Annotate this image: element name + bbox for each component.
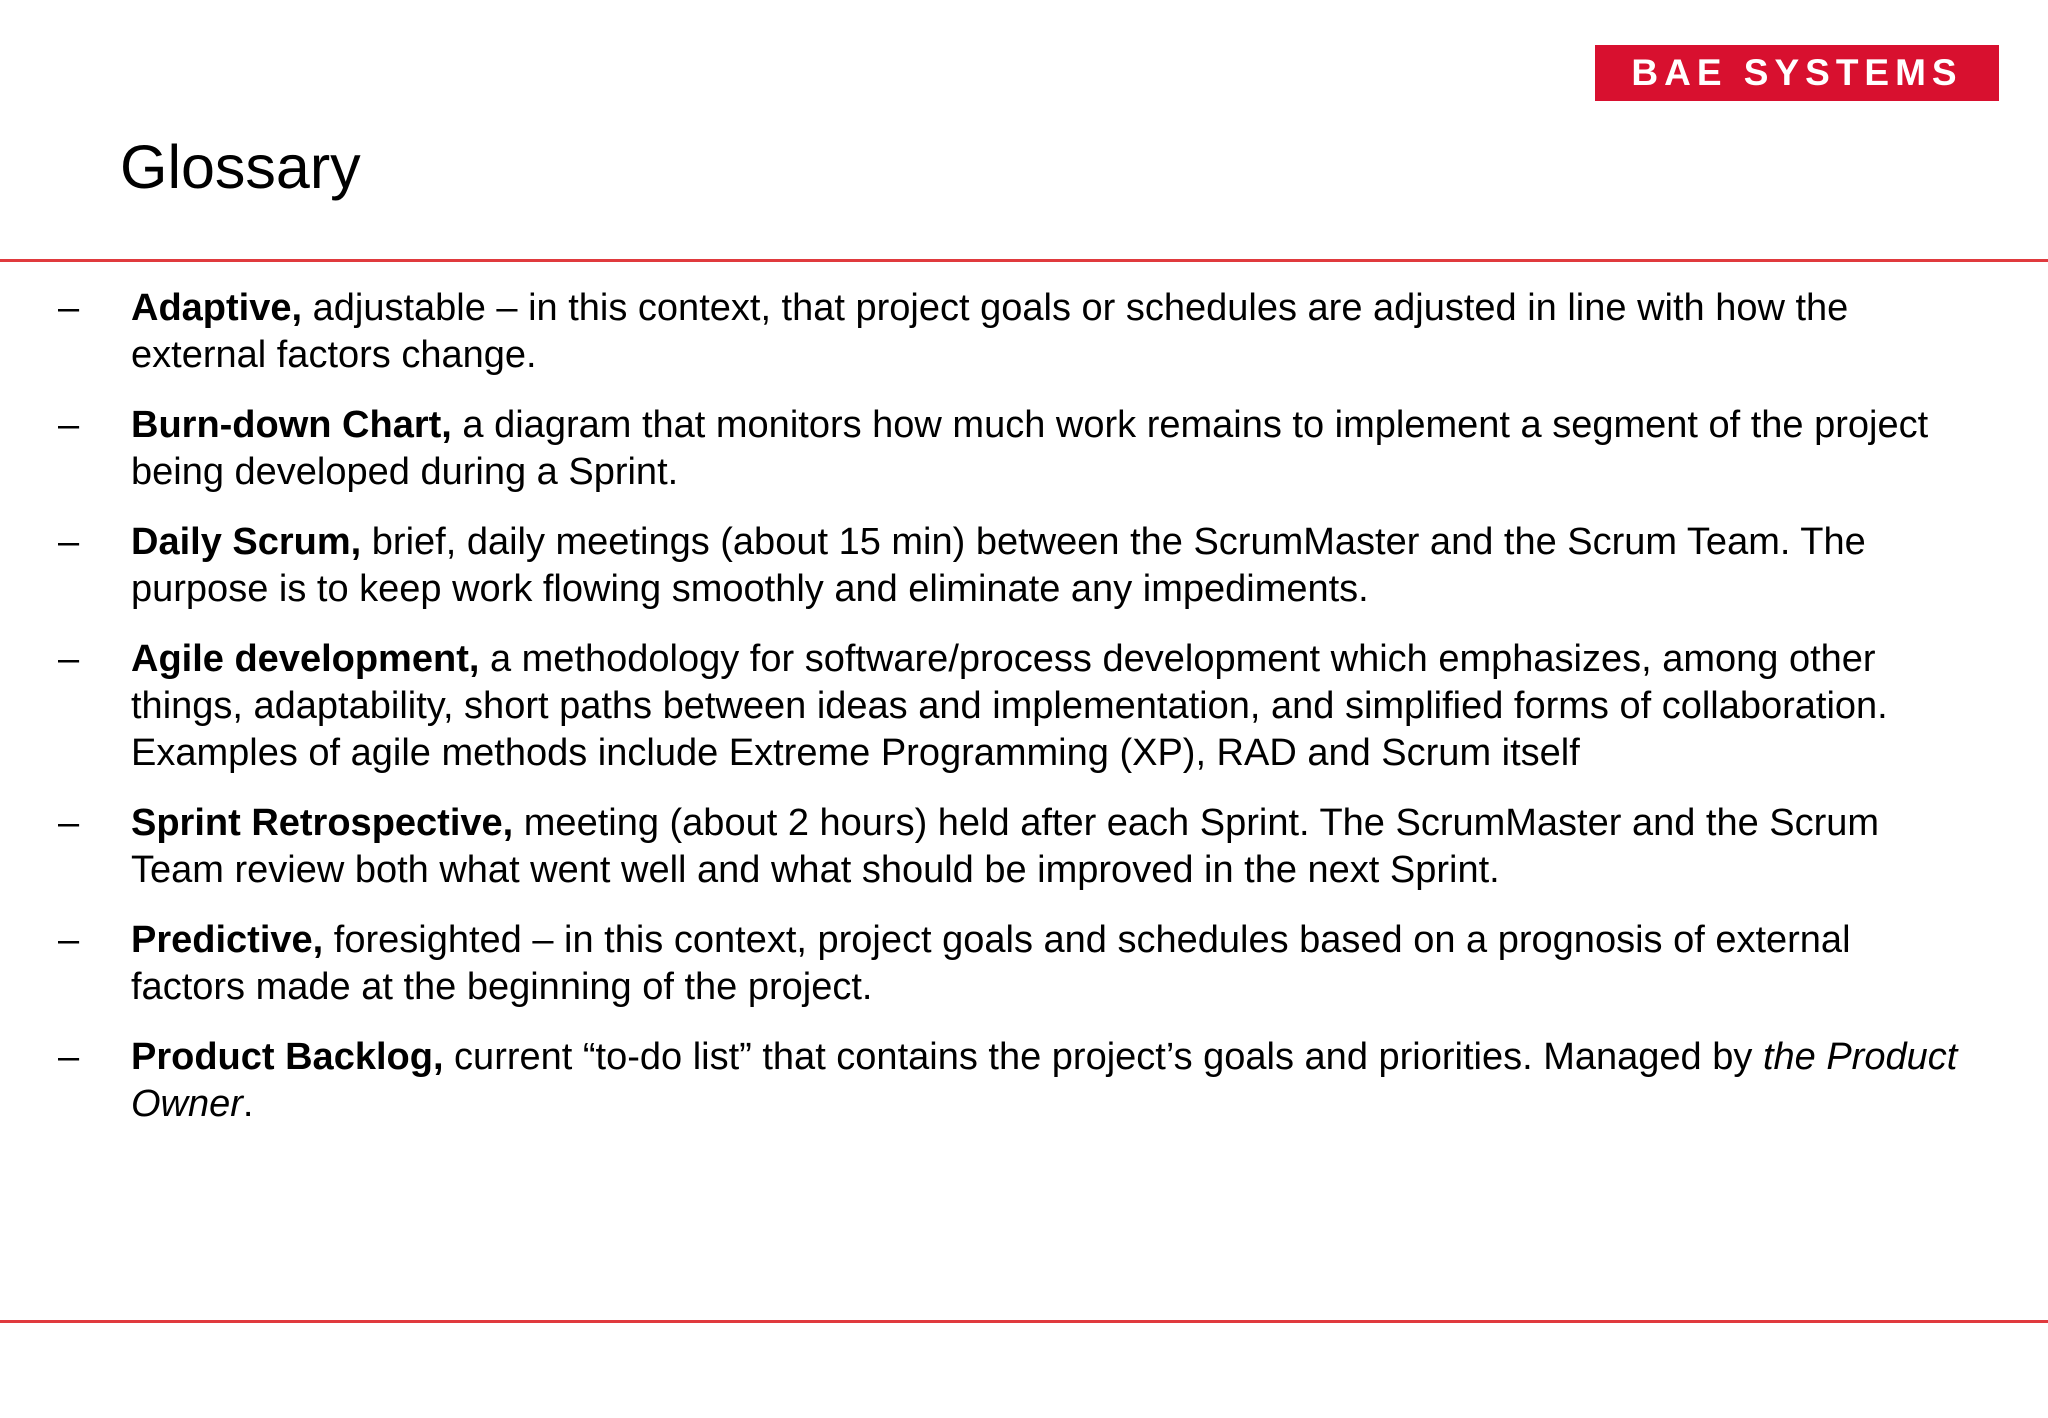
glossary-definition-tail: . xyxy=(242,1083,254,1125)
bullet-dash: – xyxy=(58,521,80,563)
glossary-term: Sprint Retrospective, xyxy=(131,802,514,844)
glossary-entry-daily-scrum xyxy=(0,519,1971,613)
glossary-entry-agile-development xyxy=(0,636,1971,777)
bae-systems-logo xyxy=(1595,45,1999,101)
bottom-divider xyxy=(0,1320,2048,1323)
bullet-dash: – xyxy=(58,404,80,446)
glossary-term: Adaptive, xyxy=(131,287,303,329)
glossary-definition: current “to-do list” that contains the project’s goals and priorities. Managed by xyxy=(443,1036,1763,1078)
glossary-entry-product-backlog xyxy=(0,1034,1971,1128)
glossary-entry-adaptive xyxy=(0,285,1971,379)
glossary-definition: meeting (about 2 hours) held after each Sprint. The ScrumMaster and the Scrum Team review both what went well and what should be improved in the next Sprint. xyxy=(131,802,1880,891)
bullet-dash: – xyxy=(58,919,80,961)
glossary-term: Daily Scrum, xyxy=(131,521,362,563)
bullet-dash: – xyxy=(58,638,80,680)
glossary-list xyxy=(0,285,2048,1151)
glossary-definition: a diagram that monitors how much work remains to implement a segment of the project being developed during a Sprint. xyxy=(131,404,1929,493)
glossary-term: Agile development, xyxy=(131,638,480,680)
glossary-term: Predictive, xyxy=(131,919,324,961)
logo-text: BAE SYSTEMS xyxy=(1631,52,1963,93)
glossary-entry-predictive xyxy=(0,917,1971,1011)
glossary-entry-sprint-retrospective xyxy=(0,800,1971,894)
bullet-dash: – xyxy=(58,287,80,329)
top-divider xyxy=(0,259,2048,262)
bullet-dash: – xyxy=(58,1036,80,1078)
glossary-term: Product Backlog, xyxy=(131,1036,444,1078)
bullet-dash: – xyxy=(58,802,80,844)
glossary-definition: brief, daily meetings (about 15 min) between the ScrumMaster and the Scrum Team. The purpose is to keep work flowing smoothly and eliminate any impediments. xyxy=(131,521,1866,610)
glossary-definition: adjustable – in this context, that project goals or schedules are adjusted in line with how the external factors change. xyxy=(131,287,1849,376)
glossary-definition: a methodology for software/process development which emphasizes, among other things, adaptability, short paths between ideas and implementation, and simplified forms of collaboration. Examples of agile methods include Extreme Programming (XP), RAD and Scrum itself xyxy=(131,638,1888,774)
page-title: Glossary xyxy=(120,133,361,201)
glossary-definition: foresighted – in this context, project goals and schedules based on a prognosis of external factors made at the beginning of the project. xyxy=(131,919,1851,1008)
glossary-term: Burn-down Chart, xyxy=(131,404,452,446)
glossary-entry-burn-down-chart xyxy=(0,402,1971,496)
glossary-definition-emphasis: the Product Owner xyxy=(131,1036,1958,1125)
